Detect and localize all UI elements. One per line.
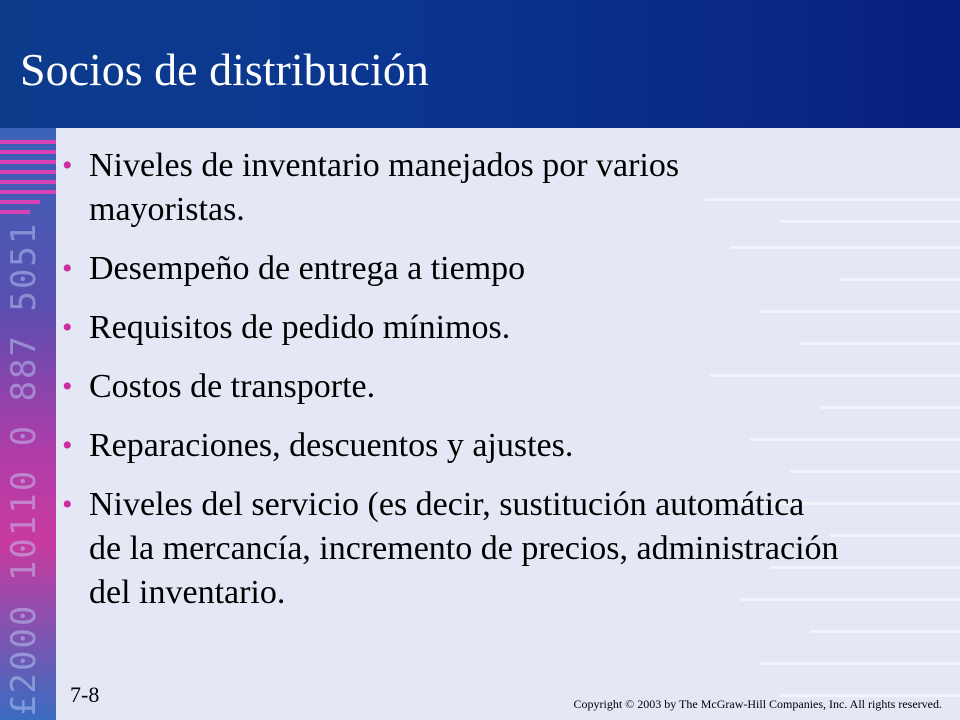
bullet-text: Desempeño de entrega a tiempo <box>89 250 526 287</box>
decor-stripe <box>0 190 56 194</box>
left-decorative-bar <box>0 128 56 720</box>
decor-line <box>840 278 960 281</box>
bullet-text: Costos de transporte. <box>89 368 376 405</box>
bullet-dot-icon: • <box>62 370 73 403</box>
decor-stripe <box>0 170 56 174</box>
bullet-dot-icon: • <box>62 311 73 344</box>
decor-line <box>810 630 960 633</box>
bullet-dot-icon: • <box>62 488 73 521</box>
page-number: 7-8 <box>70 682 100 707</box>
bullet-list <box>62 144 842 630</box>
slide-title: Socios de distribución <box>20 44 429 95</box>
decor-stripe <box>0 140 56 144</box>
bullet-text: Reparaciones, descuentos y ajustes. <box>89 427 574 464</box>
title-bar <box>0 0 960 128</box>
decor-stripe <box>0 160 56 164</box>
bullet-text: Niveles del servicio (es decir, sustitución automática de la mercancía, incremento de precios, administración del inventario. <box>89 486 839 611</box>
decor-stripe <box>0 180 56 184</box>
copyright-notice: Copyright © 2003 by The McGraw-Hill Companies, Inc. All rights reserved. <box>573 697 942 711</box>
decor-stripe <box>0 150 56 154</box>
decor-line <box>830 534 960 537</box>
decor-line <box>760 662 960 665</box>
bullet-item <box>62 247 842 291</box>
bullet-item <box>62 483 842 615</box>
bullet-dot-icon: • <box>62 429 73 462</box>
bullet-item <box>62 424 842 468</box>
bullet-text: Requisitos de pedido mínimos. <box>89 309 511 346</box>
bullet-dot-icon: • <box>62 149 73 182</box>
bullet-item <box>62 365 842 409</box>
side-watermark-text: £2000 10110 0 887 5051 <box>4 221 44 716</box>
bullet-dot-icon: • <box>62 252 73 285</box>
bullet-item <box>62 306 842 350</box>
bullet-text: Niveles de inventario manejados por varios mayoristas. <box>89 147 680 228</box>
bullet-item <box>62 144 842 232</box>
decor-stripe <box>0 200 40 204</box>
decor-stripe <box>0 210 30 214</box>
